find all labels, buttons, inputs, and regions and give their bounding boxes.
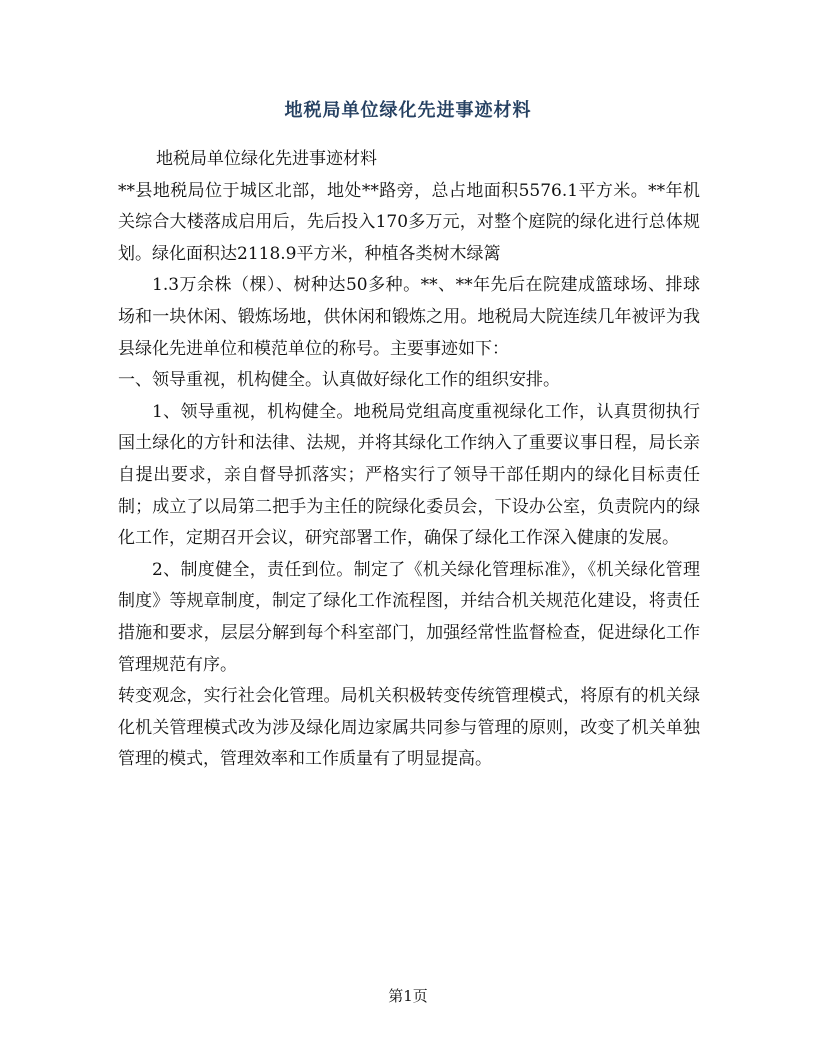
body-paragraph: 转变观念，实行社会化管理。局机关积极转变传统管理模式，将原有的机关绿化机关管理模式改为涉及绿化周边家属共同参与管理的原则，改变了机关单独管理的模式，管理效率和工作质量有了明显提高。 (118, 686, 700, 770)
section-heading: 一、领导重视，机构健全。认真做好绿化工作的组织安排。 (118, 370, 560, 391)
page-number: 第1页 (388, 987, 428, 1005)
document-body (118, 144, 700, 776)
body-paragraph: 1.3万余株（棵）、树种达50多种。**、**年先后在院建成篮球场、排球场和一块休闲、锻炼场地，供休闲和锻炼之用。地税局大院连续几年被评为我县绿化先进单位和模范单位的称号。主要事迹如下： (118, 275, 700, 359)
body-paragraph: **县地税局位于城区北部，地处**路旁，总占地面积5576.1平方米。**年机关综合大楼落成启用后，先后投入170多万元，对整个庭院的绿化进行总体规划。绿化面积达2118.9平方米，种植各类树木绿篱 (118, 180, 700, 264)
document-subtitle: 地税局单位绿化先进事迹材料 (156, 149, 377, 169)
body-paragraph: 2、制度健全，责任到位。制定了《机关绿化管理标准》，《机关绿化管理制度》等规章制度，制定了绿化工作流程图，并结合机关规范化建设，将责任措施和要求，层层分解到每个科室部门，加强经常性监督检查，促进绿化工作管理规范有序。 (118, 559, 700, 675)
document-title: 地税局单位绿化先进事迹材料 (284, 100, 532, 121)
body-paragraph: 1、领导重视，机构健全。地税局党组高度重视绿化工作，认真贯彻执行国土绿化的方针和法律、法规，并将其绿化工作纳入了重要议事日程，局长亲自提出要求，亲自督导抓落实；严格实行了领导干部任期内的绿化目标责任制；成立了以局第二把手为主任的院绿化委员会，下设办公室，负责院内的绿化工作，定期召开会议，研究部署工作，确保了绿化工作深入健康的发展。 (118, 401, 700, 549)
